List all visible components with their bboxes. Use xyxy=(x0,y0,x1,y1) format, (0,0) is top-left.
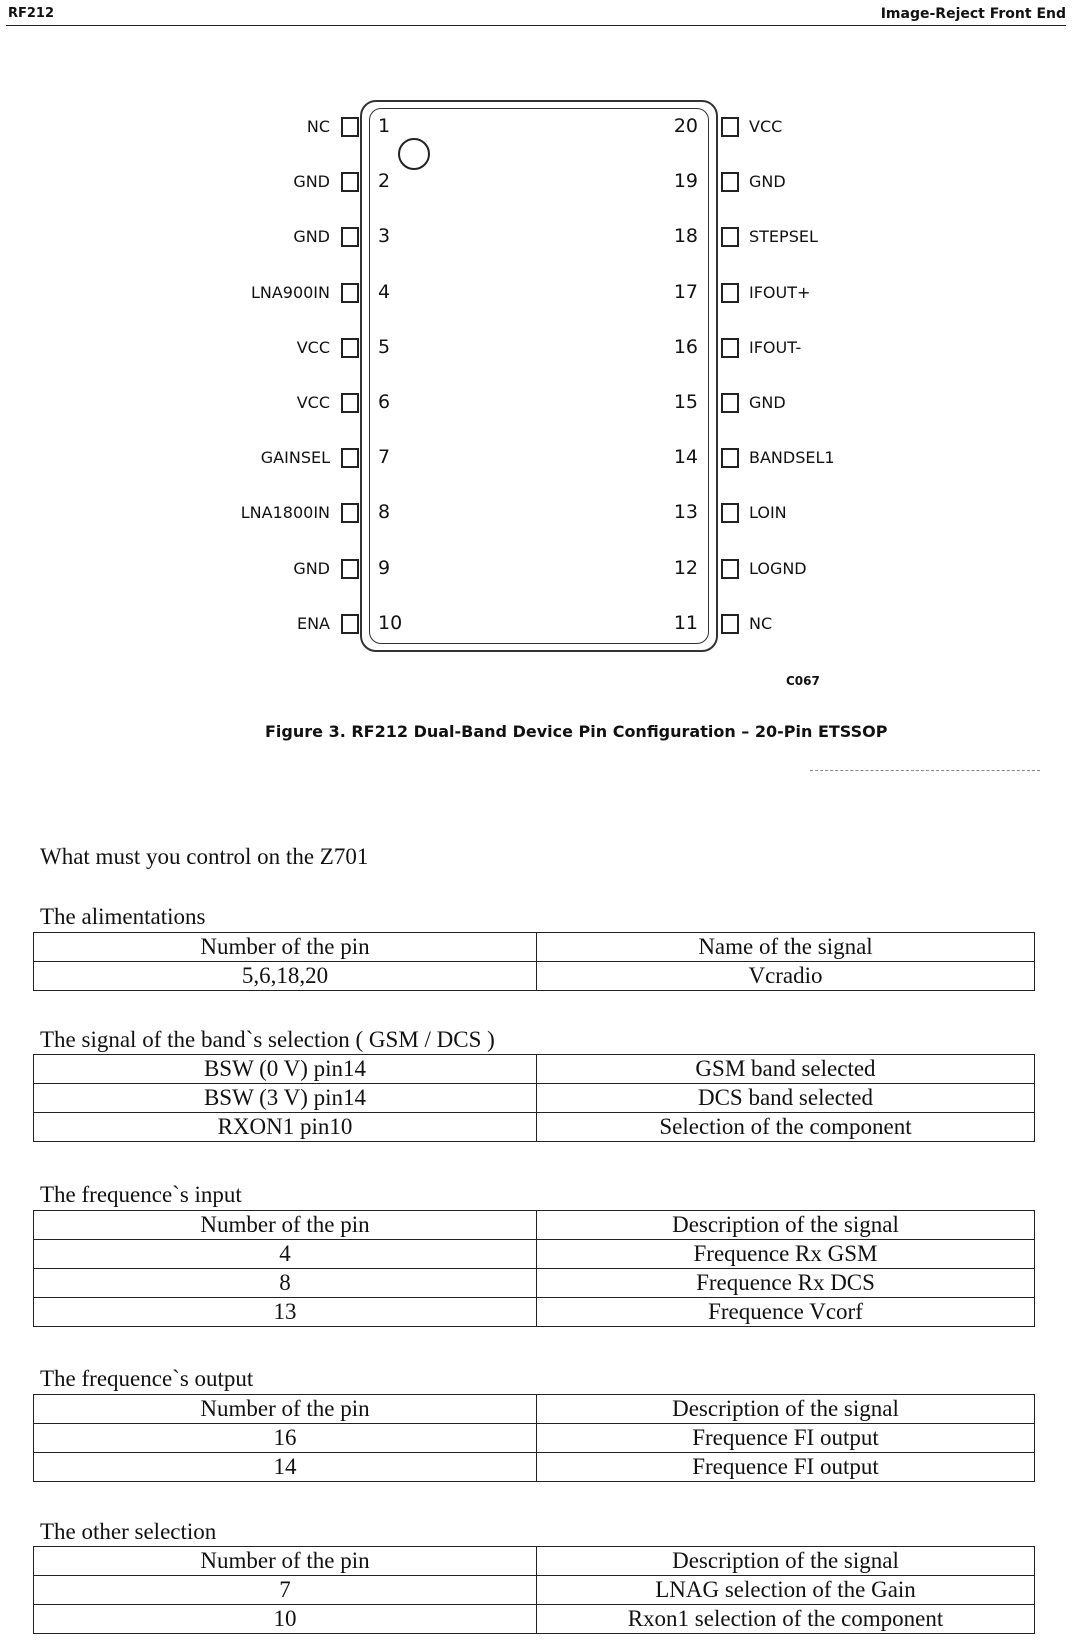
pin-name: NC xyxy=(306,117,330,136)
pin-number: 5 xyxy=(378,335,391,358)
table-row xyxy=(34,1547,1035,1576)
pin-name: BANDSEL1 xyxy=(749,448,835,468)
table-cell: Frequence FI output xyxy=(537,1453,1035,1482)
table-cell: Description of the signal xyxy=(537,1395,1035,1424)
table-cell: 7 xyxy=(34,1576,537,1605)
figure-caption: Figure 3. RF212 Dual-Band Device Pin Configuration – 20-Pin ETSSOP xyxy=(265,722,888,741)
table-cell: 5,6,18,20 xyxy=(34,962,537,991)
pin-pad-left xyxy=(341,559,359,579)
dashed-rule xyxy=(810,770,1040,771)
pin-name: IFOUT+ xyxy=(749,282,811,302)
table-row xyxy=(34,933,1035,962)
document-heading: What must you control on the Z701 xyxy=(40,844,369,869)
ic-package-diagram xyxy=(360,100,718,652)
table-cell: GSM band selected xyxy=(537,1055,1035,1084)
section-title-frequence-output: The frequence`s output xyxy=(40,1366,254,1391)
table-cell: Selection of the component xyxy=(537,1113,1035,1142)
pin-number: 1 xyxy=(378,115,391,137)
table-cell: BSW (0 V) pin14 xyxy=(34,1055,537,1084)
table-row xyxy=(34,1424,1035,1453)
pin-number: 14 xyxy=(673,446,698,469)
pin-pad-right xyxy=(721,393,739,413)
header-part-number: RF212 xyxy=(8,6,55,21)
pin-name: LOIN xyxy=(749,503,787,523)
table-row xyxy=(34,1055,1035,1084)
pin-pad-left xyxy=(341,393,359,413)
table-row xyxy=(34,1453,1035,1482)
table-cell: Vcradio xyxy=(537,962,1035,991)
pin-pad-left xyxy=(341,338,359,358)
pin-pad-left xyxy=(341,117,359,137)
table-other-selection xyxy=(33,1546,1035,1634)
pin-pad-right xyxy=(721,227,739,247)
pin-name: VCC xyxy=(749,117,783,136)
pin-pad-right xyxy=(721,503,739,523)
pin-number: 15 xyxy=(673,391,698,413)
pin-name: GND xyxy=(293,227,330,247)
table-cell: Number of the pin xyxy=(34,1211,537,1240)
table-cell: RXON1 pin10 xyxy=(34,1113,537,1142)
pin-number: 17 xyxy=(673,280,698,303)
pin-name: ENA xyxy=(296,613,330,633)
table-cell: 10 xyxy=(34,1605,537,1634)
table-cell: Frequence Rx DCS xyxy=(537,1269,1035,1298)
pin-pad-left xyxy=(341,172,359,192)
section-title-band-selection: The signal of the band`s selection ( GSM / DCS ) xyxy=(40,1027,495,1052)
table-cell: Description of the signal xyxy=(537,1211,1035,1240)
pin-pad-left xyxy=(341,227,359,247)
table-cell: Frequence Vcorf xyxy=(537,1298,1035,1327)
table-cell: 14 xyxy=(34,1453,537,1482)
pin-number: 11 xyxy=(673,611,698,634)
table-cell: BSW (3 V) pin14 xyxy=(34,1084,537,1113)
pin-number: 3 xyxy=(378,225,391,248)
ic-package-inner-outline xyxy=(369,108,709,644)
pin-name: LNA900IN xyxy=(250,282,330,302)
pin-name: GND xyxy=(293,172,330,192)
table-row xyxy=(34,1605,1035,1634)
pin-number: 4 xyxy=(378,280,391,303)
table-cell: Frequence Rx GSM xyxy=(537,1240,1035,1269)
table-cell: Name of the signal xyxy=(537,933,1035,962)
pin-number: 8 xyxy=(378,501,391,524)
pin-name: GND xyxy=(749,172,786,192)
table-row xyxy=(34,962,1035,991)
table-frequence-output xyxy=(33,1394,1035,1482)
pin-pad-right xyxy=(721,338,739,358)
table-cell: 13 xyxy=(34,1298,537,1327)
pin-number: 13 xyxy=(673,501,698,524)
pin-number: 9 xyxy=(378,556,391,579)
pin-number: 12 xyxy=(673,556,698,579)
pin-name: VCC xyxy=(296,337,330,357)
table-cell: 8 xyxy=(34,1269,537,1298)
pin-name: GAINSEL xyxy=(260,448,330,468)
table-cell: Rxon1 selection of the component xyxy=(537,1605,1035,1634)
section-title-frequence-input: The frequence`s input xyxy=(40,1182,242,1207)
pin-pad-right xyxy=(721,448,739,468)
pin-pad-right xyxy=(721,283,739,303)
table-frequence-input xyxy=(33,1210,1035,1327)
table-row xyxy=(34,1576,1035,1605)
pin-number: 19 xyxy=(673,170,698,193)
pin-name: NC xyxy=(749,613,773,633)
table-cell: Frequence FI output xyxy=(537,1424,1035,1453)
pin-number: 10 xyxy=(378,611,403,634)
table-cell: LNAG selection of the Gain xyxy=(537,1576,1035,1605)
pin-pad-right xyxy=(721,559,739,579)
pin1-indicator-circle xyxy=(398,138,430,170)
table-row xyxy=(34,1395,1035,1424)
pin-number: 6 xyxy=(378,391,391,413)
table-row xyxy=(34,1269,1035,1298)
table-alimentations xyxy=(33,932,1035,991)
table-cell: Number of the pin xyxy=(34,1547,537,1576)
table-row xyxy=(34,1240,1035,1269)
pin-number: 20 xyxy=(673,115,698,137)
pin-pad-left xyxy=(341,614,359,634)
table-cell: Number of the pin xyxy=(34,933,537,962)
pin-name: LOGND xyxy=(749,558,807,578)
section-title-alimentations: The alimentations xyxy=(40,904,206,929)
pin-pad-right xyxy=(721,614,739,634)
table-row xyxy=(34,1084,1035,1113)
pin-pad-left xyxy=(341,283,359,303)
pin-name: GND xyxy=(293,558,330,578)
table-band-selection xyxy=(33,1054,1035,1142)
pin-name: GND xyxy=(749,393,786,412)
pin-name: STEPSEL xyxy=(749,227,818,247)
pin-number: 7 xyxy=(378,446,391,469)
table-row xyxy=(34,1113,1035,1142)
table-cell: DCS band selected xyxy=(537,1084,1035,1113)
pin-pad-left xyxy=(341,448,359,468)
figure-code: C067 xyxy=(786,674,820,688)
table-cell: Description of the signal xyxy=(537,1547,1035,1576)
pin-pad-left xyxy=(341,503,359,523)
pin-number: 16 xyxy=(673,335,698,358)
table-cell: 4 xyxy=(34,1240,537,1269)
table-cell: Number of the pin xyxy=(34,1395,537,1424)
pin-name: IFOUT- xyxy=(749,337,802,357)
table-row xyxy=(34,1211,1035,1240)
table-row xyxy=(34,1298,1035,1327)
pin-number: 2 xyxy=(378,170,391,193)
header-title: Image-Reject Front End xyxy=(880,6,1066,22)
pin-pad-right xyxy=(721,117,739,137)
header-rule xyxy=(6,25,1066,26)
pin-name: LNA1800IN xyxy=(240,503,330,523)
table-cell: 16 xyxy=(34,1424,537,1453)
pin-pad-right xyxy=(721,172,739,192)
pin-number: 18 xyxy=(673,225,698,248)
pin-name: VCC xyxy=(296,393,330,412)
section-title-other-selection: The other selection xyxy=(40,1519,217,1544)
